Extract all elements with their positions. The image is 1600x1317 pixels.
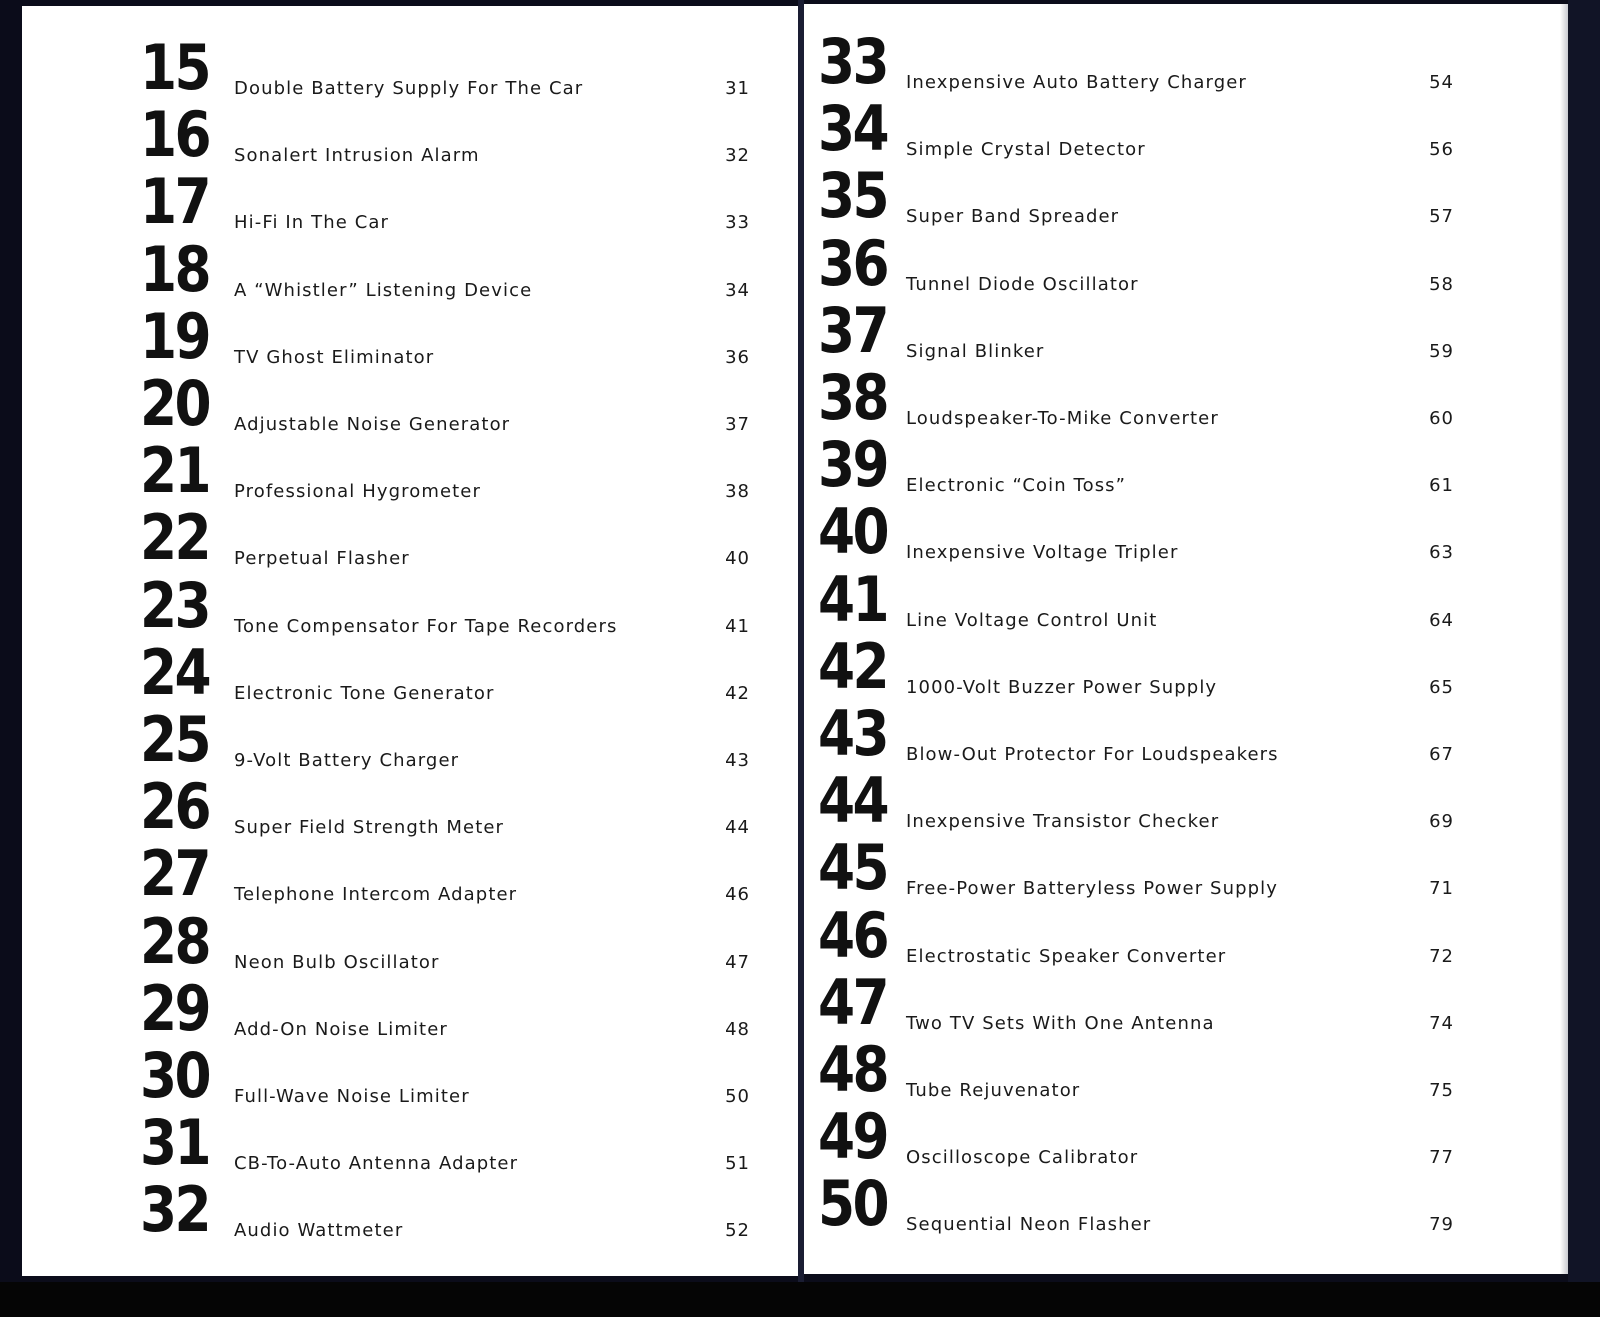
project-title: Blow-Out Protector For Loudspeakers: [906, 744, 1279, 765]
project-number: 36: [818, 226, 888, 300]
project-number: 40: [818, 495, 888, 569]
contents-entry: [818, 1167, 1458, 1241]
project-title: Hi-Fi In The Car: [234, 212, 390, 234]
project-number: 44: [818, 764, 888, 838]
contents-entry: [140, 1039, 790, 1113]
page-number: 43: [725, 750, 750, 771]
project-number: 17: [140, 165, 210, 239]
page-number: 37: [725, 414, 750, 435]
page-number: 61: [1429, 475, 1454, 497]
contents-entry: [140, 904, 790, 979]
project-number: 16: [140, 98, 210, 172]
page-number: 79: [1429, 1214, 1454, 1236]
page-number: 65: [1429, 676, 1454, 698]
project-title: Telephone Intercom Adapter: [234, 884, 518, 906]
page-number: 44: [725, 817, 750, 839]
project-title: Super Field Strength Meter: [234, 817, 505, 839]
project-title: Tone Compensator For Tape Recorders: [234, 615, 618, 637]
project-title: Inexpensive Transistor Checker: [906, 811, 1220, 833]
page-number: 63: [1429, 542, 1454, 564]
contents-entry: [818, 562, 1458, 637]
page-number: 34: [725, 279, 750, 301]
left-page: [22, 6, 798, 1276]
project-title: Tunnel Diode Oscillator: [906, 273, 1139, 295]
project-title: Signal Blinker: [906, 340, 1045, 362]
project-number: 49: [818, 1100, 888, 1174]
contents-entry: [140, 1106, 790, 1180]
page-number: 36: [725, 346, 750, 368]
project-title: CB-To-Auto Antenna Adapter: [234, 1153, 519, 1175]
contents-entry: [140, 232, 790, 307]
project-title: Electrostatic Speaker Converter: [906, 945, 1227, 967]
contents-entry: [140, 770, 790, 844]
contents-entry: [140, 434, 790, 508]
project-number: 32: [140, 1173, 210, 1247]
project-title: Add-On Noise Limiter: [234, 1018, 448, 1040]
project-title: Electronic “Coin Toss”: [906, 475, 1127, 497]
page-number: 33: [725, 212, 750, 234]
contents-entry: [140, 299, 790, 374]
contents-entry: [818, 226, 1458, 301]
project-title: 1000-Volt Buzzer Power Supply: [906, 676, 1218, 698]
project-number: 28: [140, 904, 210, 978]
project-title: Perpetual Flasher: [234, 548, 410, 570]
project-number: 46: [818, 898, 888, 972]
project-number: 15: [140, 31, 210, 104]
contents-entry: [818, 697, 1458, 771]
project-number: 47: [818, 965, 888, 1039]
page-number: 47: [725, 951, 750, 973]
project-title: Super Band Spreader: [906, 206, 1120, 228]
project-number: 24: [140, 635, 210, 709]
contents-entry: [818, 361, 1458, 435]
page-number: 69: [1429, 811, 1454, 833]
page-number: 60: [1429, 408, 1454, 429]
contents-entry: [818, 25, 1458, 99]
contents-entry: [140, 165, 790, 239]
project-number: 42: [818, 629, 888, 703]
project-number: 45: [818, 831, 888, 905]
contents-entry: [140, 501, 790, 575]
page-number: 40: [725, 548, 750, 570]
page-number: 54: [1429, 72, 1454, 93]
page-number: 46: [725, 884, 750, 906]
page-number: 74: [1429, 1012, 1454, 1034]
project-title: Professional Hygrometer: [234, 481, 481, 503]
project-number: 48: [818, 1033, 888, 1106]
page-edge: [1560, 4, 1568, 1274]
contents-entry: [818, 293, 1458, 368]
contents-entry: [818, 831, 1458, 905]
contents-entry: [140, 703, 790, 777]
project-title: Double Battery Supply For The Car: [234, 78, 584, 99]
project-number: 43: [818, 697, 888, 770]
project-number: 39: [818, 428, 888, 502]
page-number: 77: [1429, 1147, 1454, 1169]
project-title: Sonalert Intrusion Alarm: [234, 145, 480, 167]
project-number: 26: [140, 770, 210, 844]
project-number: 41: [818, 562, 888, 636]
project-title: Tube Rejuvenator: [906, 1080, 1081, 1101]
page-number: 52: [725, 1220, 750, 1242]
contents-entry: [140, 1173, 790, 1247]
contents-entry: [818, 764, 1458, 838]
contents-entry: [818, 159, 1458, 233]
project-number: 21: [140, 434, 210, 508]
page-number: 42: [725, 682, 750, 704]
scan-background: [0, 1282, 1600, 1317]
project-number: 33: [818, 25, 888, 98]
project-number: 35: [818, 159, 888, 233]
page-number: 64: [1429, 609, 1454, 631]
contents-entry: [818, 629, 1458, 704]
page-number: 72: [1429, 945, 1454, 967]
project-number: 23: [140, 568, 210, 642]
project-title: Simple Crystal Detector: [906, 139, 1146, 161]
project-number: 22: [140, 501, 210, 575]
page-number: 48: [725, 1018, 750, 1040]
page-number: 38: [725, 481, 750, 503]
page-number: 51: [725, 1153, 750, 1175]
page-number: 50: [725, 1086, 750, 1107]
contents-entry: [140, 635, 790, 710]
project-number: 31: [140, 1106, 210, 1180]
page-number: 41: [725, 615, 750, 637]
project-title: Sequential Neon Flasher: [906, 1214, 1152, 1236]
page-number: 31: [725, 78, 750, 99]
project-number: 20: [140, 367, 210, 440]
project-title: TV Ghost Eliminator: [234, 346, 435, 368]
contents-entry: [140, 971, 790, 1046]
page-number: 58: [1429, 273, 1454, 295]
project-number: 29: [140, 971, 210, 1045]
project-title: Inexpensive Auto Battery Charger: [906, 72, 1247, 93]
page-number: 71: [1429, 878, 1454, 900]
project-title: Electronic Tone Generator: [234, 682, 495, 704]
project-title: Loudspeaker-To-Mike Converter: [906, 408, 1219, 429]
project-number: 18: [140, 232, 210, 306]
contents-entry: [818, 92, 1458, 166]
project-title: Full-Wave Noise Limiter: [234, 1086, 470, 1107]
page-number: 59: [1429, 340, 1454, 362]
project-title: A “Whistler” Listening Device: [234, 279, 533, 301]
project-number: 50: [818, 1167, 888, 1241]
project-number: 38: [818, 361, 888, 434]
project-title: Audio Wattmeter: [234, 1220, 404, 1242]
page-number: 56: [1429, 139, 1454, 161]
cover-edge: [1568, 0, 1600, 1282]
contents-entry: [140, 837, 790, 911]
project-number: 19: [140, 299, 210, 373]
contents-entry: [140, 98, 790, 172]
project-title: Oscilloscope Calibrator: [906, 1147, 1139, 1169]
contents-entry: [140, 568, 790, 643]
project-title: Inexpensive Voltage Tripler: [906, 542, 1179, 564]
contents-entry: [818, 898, 1458, 973]
project-number: 34: [818, 92, 888, 166]
contents-entry: [818, 1100, 1458, 1174]
page-number: 75: [1429, 1080, 1454, 1101]
page-number: 32: [725, 145, 750, 167]
project-number: 37: [818, 293, 888, 367]
right-page: [804, 4, 1568, 1274]
contents-entry: [818, 495, 1458, 569]
project-title: Adjustable Noise Generator: [234, 414, 511, 435]
contents-entry: [140, 367, 790, 441]
project-title: Neon Bulb Oscillator: [234, 951, 440, 973]
contents-entry: [818, 1033, 1458, 1107]
project-number: 25: [140, 703, 210, 776]
page-number: 67: [1429, 744, 1454, 765]
contents-entry: [818, 965, 1458, 1040]
project-title: Line Voltage Control Unit: [906, 609, 1158, 631]
page-number: 57: [1429, 206, 1454, 228]
project-number: 27: [140, 837, 210, 911]
project-number: 30: [140, 1039, 210, 1112]
project-title: Two TV Sets With One Antenna: [906, 1012, 1215, 1034]
contents-entry: [140, 31, 790, 105]
project-title: 9-Volt Battery Charger: [234, 750, 460, 771]
contents-entry: [818, 428, 1458, 502]
project-title: Free-Power Batteryless Power Supply: [906, 878, 1278, 900]
